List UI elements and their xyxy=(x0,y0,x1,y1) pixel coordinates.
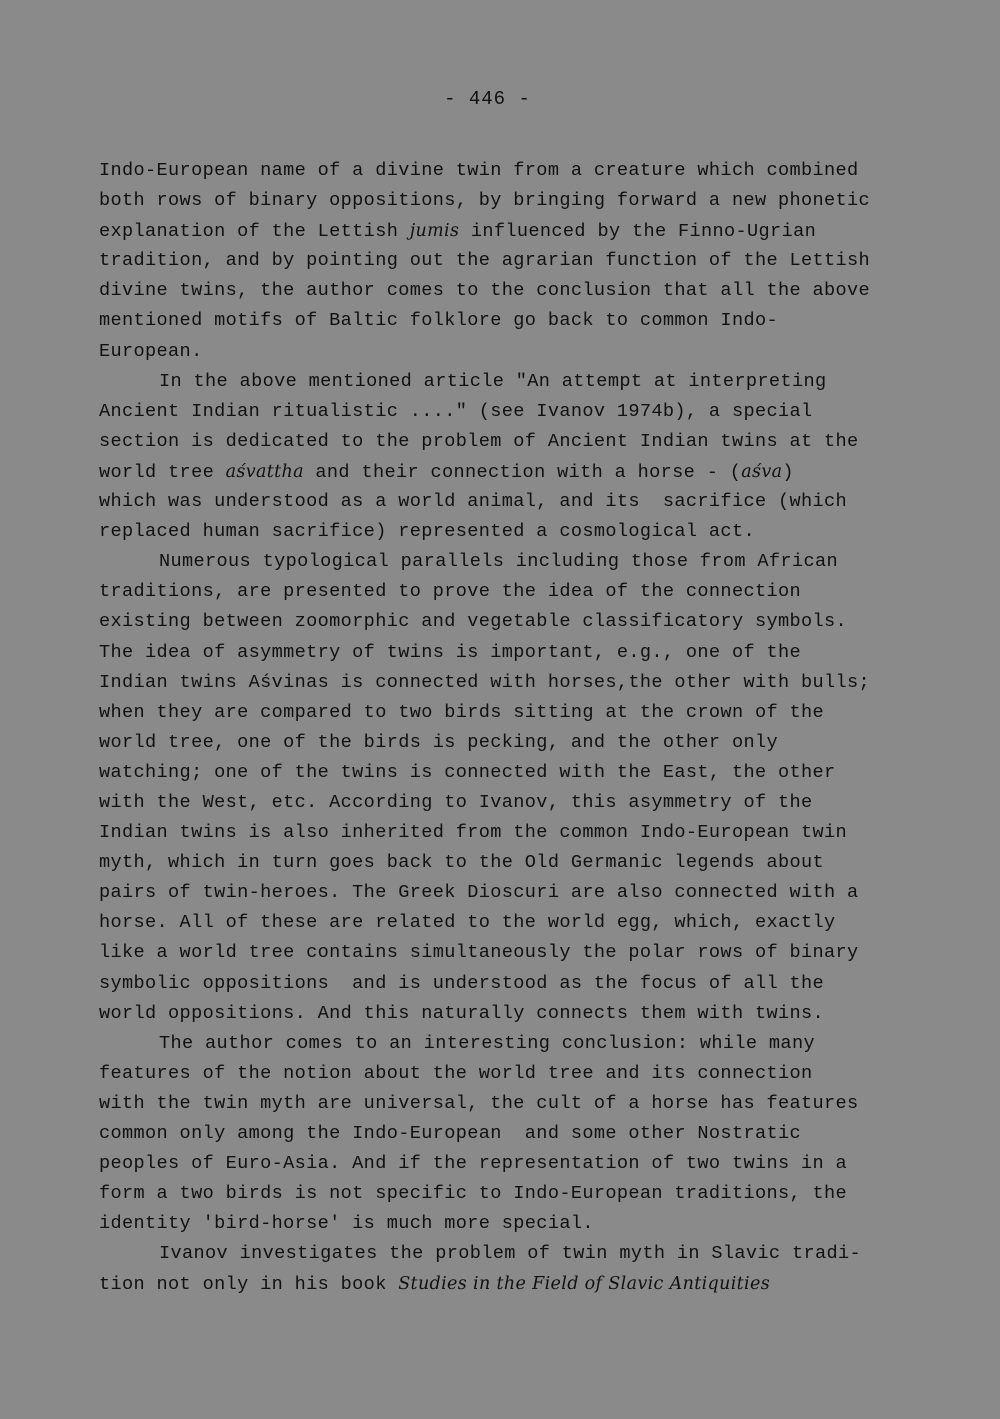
text-segment: existing between zoomorphic and vegetable classificatory symbols. xyxy=(99,611,848,633)
text-segment: horse. All of these are related to the world egg, which, exactly xyxy=(99,912,836,934)
text-line xyxy=(99,367,929,397)
text-segment: with the twin myth are universal, the cult of a horse has features xyxy=(99,1092,859,1114)
text-line xyxy=(99,487,929,517)
text-line xyxy=(99,1149,929,1179)
text-line xyxy=(99,638,929,668)
text-line xyxy=(99,848,929,878)
text-line xyxy=(99,337,929,367)
text-segment: tion not only in his book xyxy=(99,1274,399,1296)
text-line xyxy=(99,216,929,246)
italic-term: aśvattha xyxy=(225,461,304,482)
text-segment: European. xyxy=(99,340,203,362)
italic-term: jumis xyxy=(409,221,460,242)
text-segment: The idea of asymmetry of twins is important, e.g., one of the xyxy=(99,641,801,663)
text-segment: Ivanov investigates the problem of twin myth in Slavic tradi- xyxy=(159,1243,861,1265)
text-segment: symbolic oppositions and is understood as the focus of all the xyxy=(99,972,825,994)
text-segment: peoples of Euro-Asia. And if the representation of two twins in a xyxy=(99,1153,848,1175)
text-segment: both rows of binary oppositions, by bringing forward a new phonetic xyxy=(99,190,871,212)
text-line xyxy=(99,1119,929,1149)
text-segment: myth, which in turn goes back to the Old Germanic legends about xyxy=(99,852,825,874)
text-line xyxy=(99,1239,929,1269)
text-segment: like a world tree contains simultaneously the polar rows of binary xyxy=(99,942,859,964)
text-line xyxy=(99,999,929,1029)
text-segment: section is dedicated to the problem of Ancient Indian twins at the xyxy=(99,430,859,452)
text-segment: world tree xyxy=(99,461,226,483)
text-line xyxy=(99,246,929,276)
text-line xyxy=(99,969,929,999)
text-line xyxy=(99,908,929,938)
text-segment: Indian twins is also inherited from the common Indo-European twin xyxy=(99,822,848,844)
text-line xyxy=(99,1209,929,1239)
text-line xyxy=(99,457,929,487)
italic-term: aśva xyxy=(741,461,783,482)
text-segment: watching; one of the twins is connected with the East, the other xyxy=(99,761,836,783)
text-segment: which was understood as a world animal, and its sacrifice (which xyxy=(99,491,848,513)
text-line xyxy=(99,306,929,336)
text-line xyxy=(99,517,929,547)
text-line xyxy=(99,818,929,848)
text-line xyxy=(99,728,929,758)
text-segment: world tree, one of the birds is pecking, and the other only xyxy=(99,731,778,753)
text-line xyxy=(99,577,929,607)
text-line xyxy=(99,698,929,728)
text-line xyxy=(99,878,929,908)
text-line xyxy=(99,1179,929,1209)
text-line xyxy=(99,276,929,306)
text-segment: influenced by the Finno-Ugrian xyxy=(459,221,817,243)
page-number: - 446 - xyxy=(444,88,531,110)
text-line xyxy=(99,668,929,698)
text-segment: traditions, are presented to prove the idea of the connection xyxy=(99,581,801,603)
text-line xyxy=(99,186,929,216)
text-segment: tradition, and by pointing out the agrarian function of the Lettish xyxy=(99,250,871,272)
text-segment: divine twins, the author comes to the conclusion that all the above xyxy=(99,280,871,302)
text-line xyxy=(99,1029,929,1059)
text-segment: Indian twins Aśvinas is connected with horses,the other with bulls; xyxy=(99,671,871,693)
text-segment: Indo-European name of a divine twin from a creature which combined xyxy=(99,160,859,181)
text-segment: Ancient Indian ritualistic ...." (see Ivanov 1974b), a special xyxy=(99,400,813,422)
text-line xyxy=(99,156,929,186)
text-segment: form a two birds is not specific to Indo-European traditions, the xyxy=(99,1183,848,1205)
text-line xyxy=(99,1059,929,1089)
text-segment: and their connection with a horse - ( xyxy=(303,461,742,483)
text-segment: The author comes to an interesting conclusion: while many xyxy=(159,1032,815,1054)
text-segment: In the above mentioned article "An attempt at interpreting xyxy=(159,370,827,392)
text-segment: pairs of twin-heroes. The Greek Dioscuri are also connected with a xyxy=(99,882,859,904)
text-segment: explanation of the Lettish xyxy=(99,221,410,243)
text-line xyxy=(99,1269,929,1299)
text-segment: when they are compared to two birds sitting at the crown of the xyxy=(99,701,825,723)
text-line xyxy=(99,607,929,637)
text-segment: Numerous typological parallels including those from African xyxy=(159,551,838,573)
text-line xyxy=(99,788,929,818)
text-line xyxy=(99,547,929,577)
text-segment: identity 'bird-horse' is much more special. xyxy=(99,1213,594,1235)
text-segment: ) xyxy=(782,461,794,483)
text-line xyxy=(99,1089,929,1119)
text-segment: common only among the Indo-European and some other Nostratic xyxy=(99,1123,801,1144)
text-line xyxy=(99,938,929,968)
text-segment: with the West, etc. According to Ivanov, this asymmetry of the xyxy=(99,791,813,813)
text-segment: replaced human sacrifice) represented a cosmological act. xyxy=(99,521,755,543)
text-line xyxy=(99,427,929,457)
text-segment: features of the notion about the world tree and its connection xyxy=(99,1062,813,1084)
text-segment: mentioned motifs of Baltic folklore go back to common Indo- xyxy=(99,310,778,332)
text-line xyxy=(99,397,929,427)
italic-term: Studies in the Field of Slavic Antiquities xyxy=(398,1274,771,1295)
text-line xyxy=(99,758,929,788)
body-text xyxy=(99,156,929,1300)
text-segment: world oppositions. And this naturally connects them with twins. xyxy=(99,1002,825,1024)
